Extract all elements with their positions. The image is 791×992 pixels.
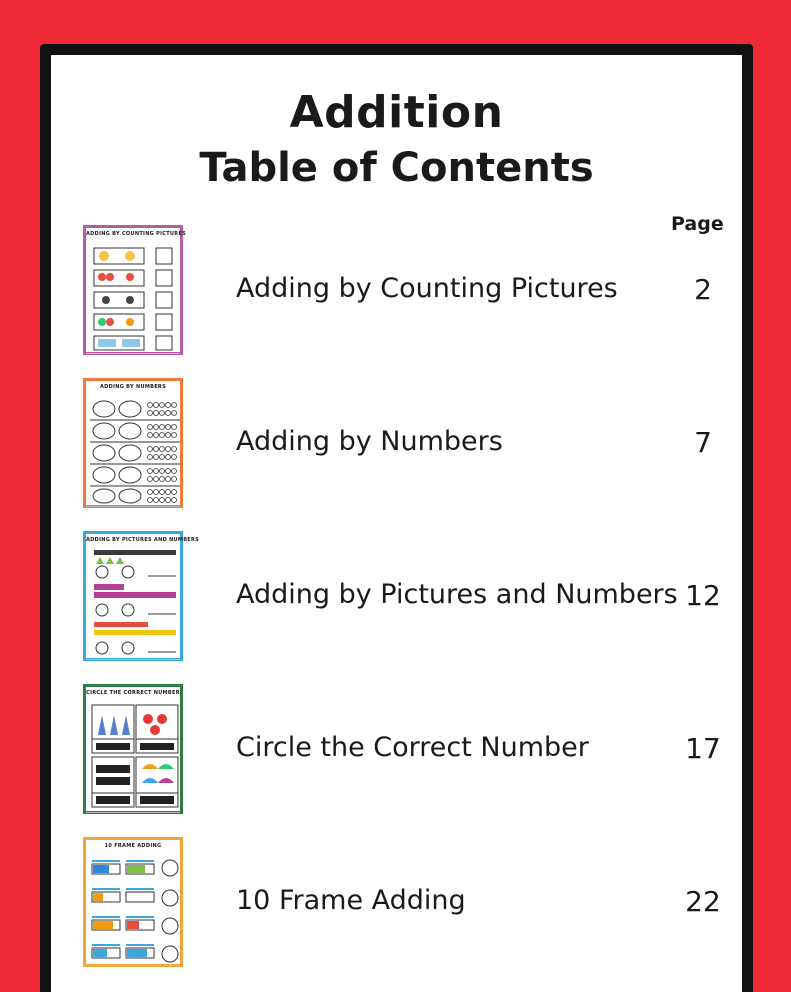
- toc-entry[interactable]: [51, 684, 742, 820]
- worksheet-thumbnail: [83, 684, 183, 814]
- worksheet-thumbnail: [83, 225, 187, 355]
- thumbnail-title: 10 FRAME ADDING: [104, 843, 162, 849]
- page-column-header: Page: [671, 213, 724, 235]
- toc-entry-label: 10 Frame Adding: [236, 885, 466, 916]
- worksheet-thumbnail: [83, 531, 200, 661]
- toc-entry[interactable]: [51, 378, 742, 514]
- toc-entry-page: 22: [685, 885, 721, 918]
- toc-entry[interactable]: [51, 531, 742, 667]
- ten-frame-preview: [90, 852, 180, 964]
- page-title: Addition: [289, 87, 504, 138]
- document-page: [51, 55, 742, 992]
- counting-pictures-preview: [90, 240, 180, 352]
- toc-entry-label: Circle the Correct Number: [236, 732, 589, 763]
- circle-number-preview: [90, 699, 180, 811]
- toc-entry-label: Adding by Counting Pictures: [236, 273, 618, 304]
- numbers-preview: [90, 393, 180, 505]
- worksheet-thumbnail: [83, 378, 183, 508]
- toc-entry-label: Adding by Numbers: [236, 426, 503, 457]
- toc-entry-page: 2: [694, 273, 712, 306]
- toc-entry-page: 17: [685, 732, 721, 765]
- thumbnail-title: ADDING BY COUNTING PICTURES: [86, 231, 187, 237]
- pictures-and-numbers-preview: [90, 546, 180, 658]
- thumbnail-title: ADDING BY PICTURES AND NUMBERS: [86, 537, 200, 543]
- toc-entry-page: 12: [685, 579, 721, 612]
- thumbnail-title: ADDING BY NUMBERS: [100, 384, 166, 390]
- toc-entry-page: 7: [694, 426, 712, 459]
- worksheet-thumbnail: [83, 837, 183, 967]
- toc-entry-label: Adding by Pictures and Numbers: [236, 579, 678, 610]
- page-frame: [40, 44, 753, 992]
- toc-entry[interactable]: [51, 837, 742, 973]
- page-subtitle: Table of Contents: [199, 145, 594, 191]
- thumbnail-title: CIRCLE THE CORRECT NUMBER: [86, 690, 180, 696]
- toc-entry[interactable]: [51, 225, 742, 361]
